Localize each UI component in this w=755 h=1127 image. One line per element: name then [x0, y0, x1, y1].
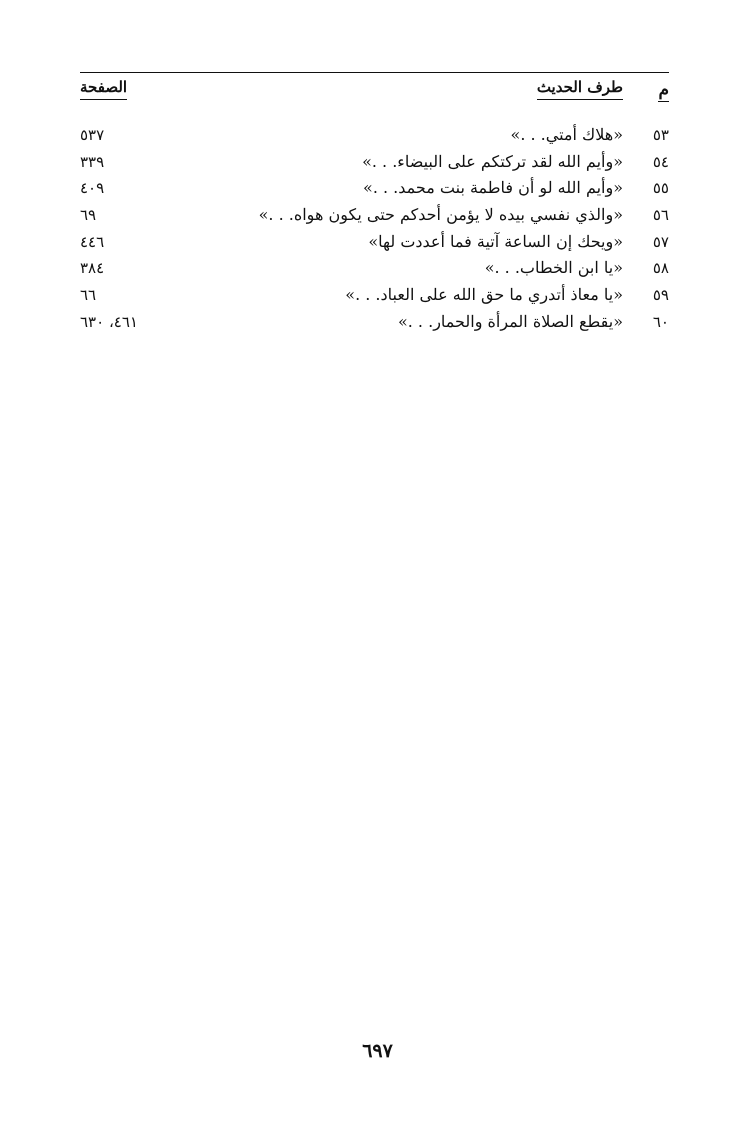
page-number: ٦٩٧ [362, 1040, 393, 1062]
table-row [80, 255, 669, 282]
table-row [80, 149, 669, 176]
table-row [80, 122, 669, 149]
page-reference: ٤٠٩ [80, 179, 105, 198]
header-number: م [658, 80, 669, 100]
row-number: ٥٥ [652, 179, 669, 198]
hadith-text: «هلاك أمتي. . .» [510, 125, 623, 144]
row-number: ٥٨ [652, 259, 669, 278]
page-reference: ٣٣٩ [80, 152, 105, 171]
hadith-text: «وأيم الله لو أن فاطمة بنت محمد. . .» [363, 178, 623, 198]
hadith-text: «يا ابن الخطاب. . .» [484, 258, 623, 278]
row-number: ٥٧ [652, 232, 669, 251]
page-reference: ٥٣٧ [80, 126, 105, 144]
header-page: الصفحة [80, 78, 127, 100]
page-reference: ٤٤٦ [80, 232, 105, 251]
page-reference: ٤٦١، ٦٣٠ [80, 312, 138, 331]
page-reference: ٦٦ [80, 286, 97, 305]
hadith-text: «ويحك إن الساعة آتية فما أعددت لها» [368, 231, 623, 251]
hadith-text: «والذي نفسي بيده لا يؤمن أحدكم حتى يكون هواه. . .» [258, 205, 623, 225]
row-number: ٥٤ [652, 152, 669, 171]
table-row [80, 202, 669, 229]
table-row [80, 229, 669, 256]
hadith-text: «وأيم الله لقد تركتكم على البيضاء. . .» [362, 151, 623, 171]
row-number: ٦٠ [652, 312, 669, 331]
table-row [80, 309, 669, 336]
row-number: ٥٦ [652, 206, 669, 225]
row-number: ٥٩ [652, 286, 669, 305]
hadith-index-table [80, 122, 669, 336]
table-row [80, 175, 669, 202]
header-hadith: طرف الحديث [537, 78, 623, 100]
top-rule [80, 72, 669, 73]
page-reference: ٦٩ [80, 206, 97, 225]
row-number: ٥٣ [652, 126, 669, 144]
page-reference: ٣٨٤ [80, 259, 105, 278]
hadith-text: «يقطع الصلاة المرأة والحمار. . .» [397, 311, 623, 331]
table-header [80, 76, 669, 106]
hadith-text: «يا معاذ أتدري ما حق الله على العباد. . .» [345, 285, 623, 305]
table-row [80, 282, 669, 309]
